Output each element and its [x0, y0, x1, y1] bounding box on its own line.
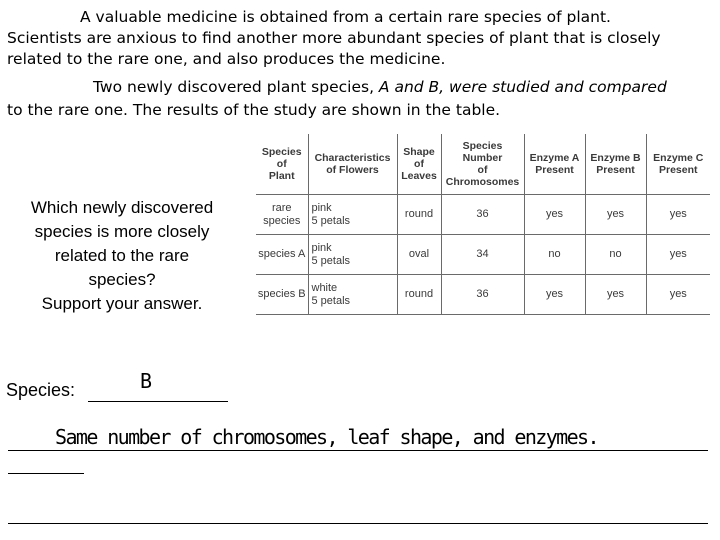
header-enzyme-a: Enzyme A Present: [524, 134, 585, 195]
answer-line: [8, 523, 708, 524]
header-species-of-plant: Species of Plant: [256, 134, 308, 195]
reason-answer[interactable]: Same number of chromosomes, leaf shape, and enzymes.: [55, 425, 598, 449]
intro-line-4-start: Two newly discovered plant species,: [93, 78, 379, 96]
cell-chromosomes: 36: [441, 195, 524, 235]
cell-flowers: pink 5 petals: [308, 195, 397, 235]
cell-species: species A: [256, 235, 308, 275]
intro-line-5: to the rare one. The results of the study are shown in the table.: [7, 101, 501, 119]
cell-species: species B: [256, 275, 308, 315]
cell-leaves: round: [397, 275, 441, 315]
results-table: [256, 134, 710, 315]
intro-line-4: [93, 77, 667, 98]
table-row: [256, 235, 710, 275]
question-text: [8, 196, 236, 316]
cell-enzyme-c: yes: [646, 275, 710, 315]
cell-enzyme-a: yes: [524, 275, 585, 315]
table-row: [256, 275, 710, 315]
cell-chromosomes: 36: [441, 275, 524, 315]
intro-line-2: Scientists are anxious to find another more abundant species of plant that is closely: [7, 29, 661, 47]
header-enzyme-b: Enzyme B Present: [585, 134, 646, 195]
cell-enzyme-b: yes: [585, 275, 646, 315]
intro-line-3: related to the rare one, and also produces the medicine.: [7, 50, 446, 68]
cell-enzyme-c: yes: [646, 195, 710, 235]
cell-enzyme-b: yes: [585, 195, 646, 235]
cell-enzyme-c: yes: [646, 235, 710, 275]
table-row: [256, 195, 710, 235]
cell-leaves: round: [397, 195, 441, 235]
cell-enzyme-b: no: [585, 235, 646, 275]
table-header-row: [256, 134, 710, 195]
cell-flowers: white 5 petals: [308, 275, 397, 315]
question-line: Which newly discovered: [30, 198, 214, 217]
header-enzyme-c: Enzyme C Present: [646, 134, 710, 195]
answer-line: [8, 473, 84, 474]
question-line: species?: [88, 270, 156, 289]
cell-enzyme-a: no: [524, 235, 585, 275]
header-shape-of-leaves: Shape of Leaves: [397, 134, 441, 195]
answer-line: [8, 450, 708, 451]
question-line: related to the rare: [54, 246, 190, 265]
species-answer[interactable]: B: [140, 369, 153, 393]
cell-flowers: pink 5 petals: [308, 235, 397, 275]
cell-species: rare species: [256, 195, 308, 235]
species-label: Species:: [6, 380, 76, 400]
header-chromosome-number: Species Number of Chromosomes: [441, 134, 524, 195]
cell-enzyme-a: yes: [524, 195, 585, 235]
cell-leaves: oval: [397, 235, 441, 275]
intro-line-4-italic: A and B, were studied and compared: [378, 78, 667, 96]
intro-line-1: A valuable medicine is obtained from a certain rare species of plant.: [80, 8, 611, 26]
species-answer-line: [88, 401, 228, 402]
cell-chromosomes: 34: [441, 235, 524, 275]
question-line: Support your answer.: [41, 294, 203, 313]
header-characteristics-of-flowers: Characteristics of Flowers: [308, 134, 397, 195]
question-line: species is more closely: [34, 222, 210, 241]
